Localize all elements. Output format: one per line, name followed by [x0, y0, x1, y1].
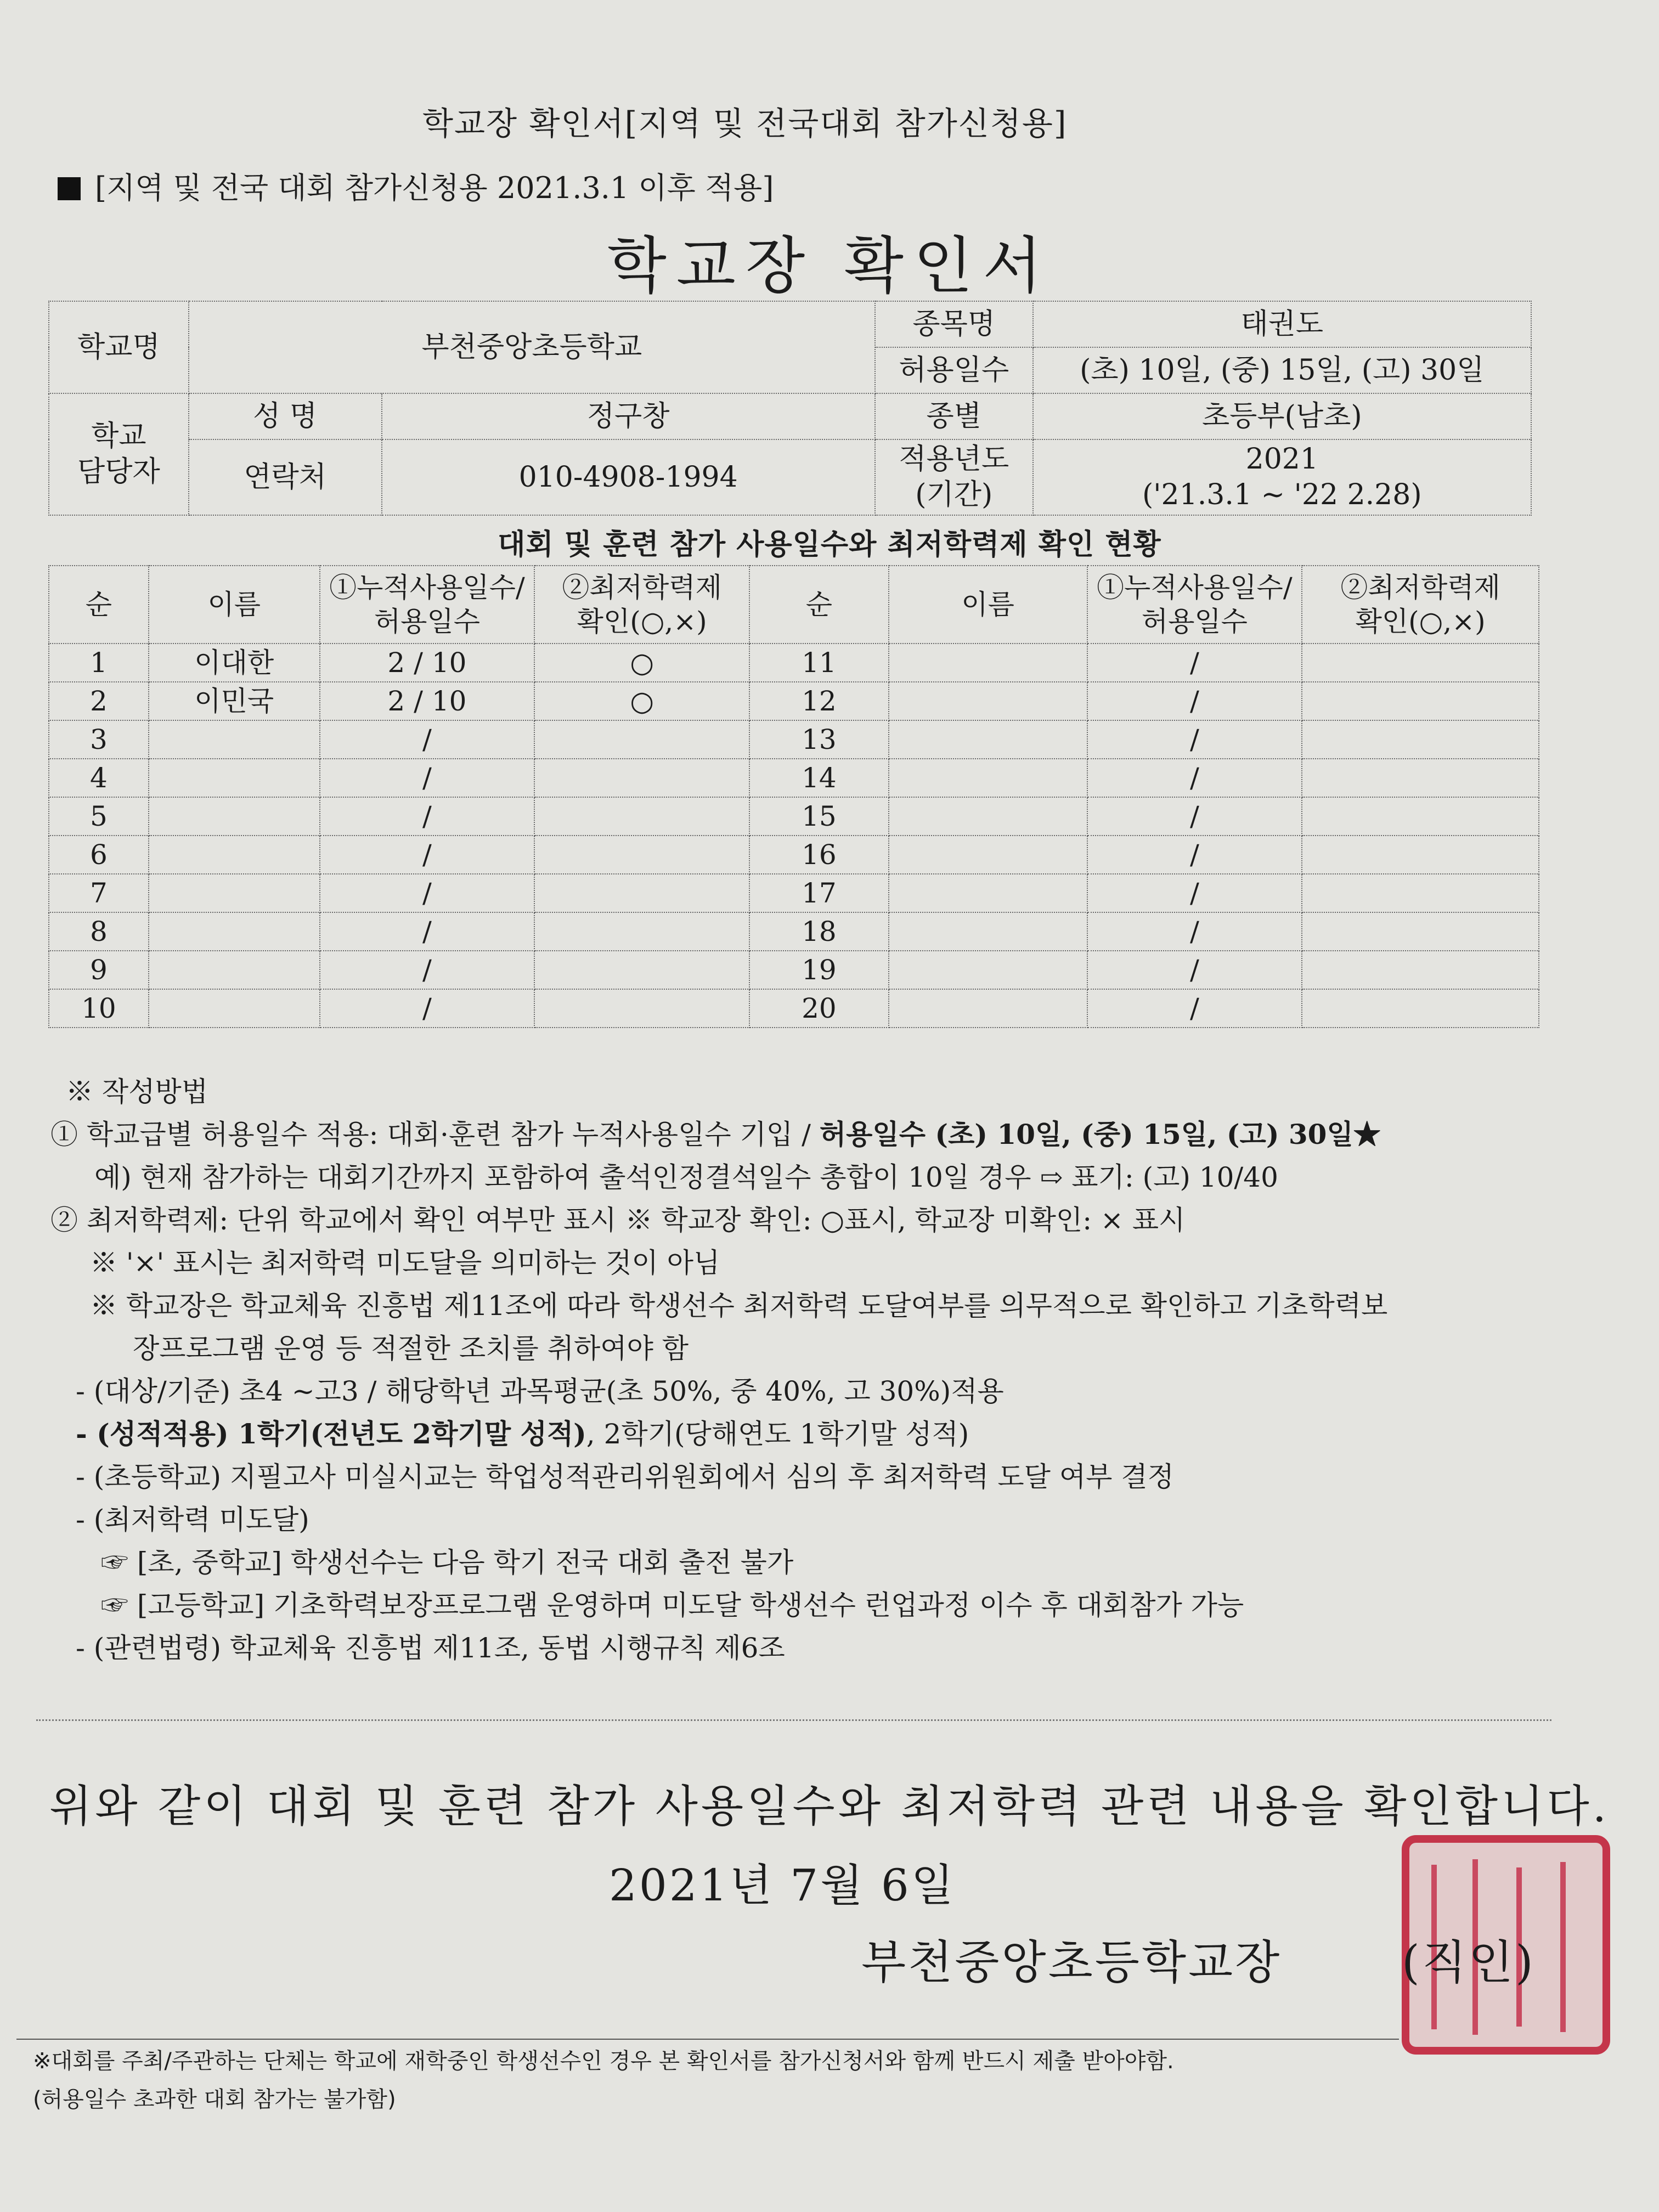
cell-no: 6 [49, 836, 149, 874]
cell-days: / [1087, 682, 1302, 720]
cell-check [1302, 720, 1539, 759]
allowed-days-value: (초) 10일, (중) 15일, (고) 30일 [1033, 347, 1531, 393]
cell-name: 이민국 [149, 682, 320, 720]
cell-days: / [320, 912, 535, 951]
cell-check [1302, 836, 1539, 874]
event-value: 태권도 [1033, 301, 1531, 347]
cell-days: / [1087, 912, 1302, 951]
header-no: 순 [49, 566, 149, 644]
note-2: ② 최저학력제: 단위 학교에서 확인 여부만 표시 ※ 학교장 확인: ○표시, 학교장 미확인: × 표시 [50, 1204, 1186, 1236]
cell-days: / [1087, 989, 1302, 1028]
note-d2-text: , 2학기(당해연도 1학기말 성적) [586, 1418, 969, 1450]
cell-no: 12 [749, 682, 889, 720]
cell-check [1302, 989, 1539, 1028]
cell-days: 2 / 10 [320, 682, 535, 720]
cell-check [1302, 951, 1539, 989]
cell-check [534, 759, 749, 797]
cell-name [889, 951, 1087, 989]
year-label: 적용년도 (기간) [875, 439, 1033, 515]
cell-name [889, 874, 1087, 912]
top-title: 학교장 확인서[지역 및 전국대회 참가신청용] [422, 105, 1068, 142]
cell-days: / [1087, 836, 1302, 874]
table-row [49, 797, 1539, 836]
cell-check [1302, 644, 1539, 682]
cell-no: 3 [49, 720, 149, 759]
cell-name [889, 720, 1087, 759]
cell-name [149, 874, 320, 912]
cell-no: 4 [49, 759, 149, 797]
footnote-1: ※대회를 주최/주관하는 단체는 학교에 재학중인 학생선수인 경우 본 확인서를 참가신청서와 함께 반드시 제출 받아야함. [33, 2049, 1174, 2074]
cell-days: / [1087, 759, 1302, 797]
cell-no: 2 [49, 682, 149, 720]
cell-no: 13 [749, 720, 889, 759]
division-label: 종별 [875, 393, 1033, 439]
cell-no: 9 [49, 951, 149, 989]
cell-days: / [320, 720, 535, 759]
cell-name [149, 951, 320, 989]
cell-no: 11 [749, 644, 889, 682]
allowed-days-label: 허용일수 [875, 347, 1033, 393]
cell-days: / [320, 759, 535, 797]
note-2-a: ※ '×' 표시는 최저학력 미도달을 의미하는 것이 아님 [90, 1247, 720, 1279]
note-1-example: 예) 현재 참가하는 대회기간까지 포함하여 출석인정결석일수 총합이 10일 경우 ⇨ 표기: (고) 10/40 [94, 1161, 1278, 1193]
event-label: 종목명 [875, 301, 1033, 347]
cell-days: / [1087, 797, 1302, 836]
cell-no: 1 [49, 644, 149, 682]
cell-name [149, 912, 320, 951]
cell-no: 16 [749, 836, 889, 874]
roster-table [48, 565, 1539, 1028]
note-d2-bold: - (성적적용) 1학기(전년도 2학기말 성적) [76, 1418, 586, 1450]
note-d4: - (최저학력 미도달) [76, 1504, 309, 1536]
cell-name: 이대한 [149, 644, 320, 682]
division-value: 초등부(남초) [1033, 393, 1531, 439]
note-d4-a: ☞ [초, 중학교] 학생선수는 다음 학기 전국 대회 출전 불가 [101, 1547, 794, 1578]
info-table [48, 301, 1532, 516]
cell-check [534, 836, 749, 874]
principal-name: 부천중앙초등학교장 [861, 1936, 1282, 1989]
cell-name [149, 836, 320, 874]
cell-name [889, 797, 1087, 836]
cell-no: 8 [49, 912, 149, 951]
note-d2 [76, 1412, 969, 1452]
cell-days: / [320, 989, 535, 1028]
cell-no: 20 [749, 989, 889, 1028]
table-row [49, 720, 1539, 759]
cell-check [534, 989, 749, 1028]
cell-name [889, 682, 1087, 720]
table-row [49, 989, 1539, 1028]
subtitle-text: [지역 및 전국 대회 참가신청용 2021.3.1 이후 적용] [95, 171, 774, 205]
cell-name [889, 836, 1087, 874]
contact-label: 연락처 [189, 439, 382, 515]
table-row [49, 874, 1539, 912]
seal-mark: (직인) [1402, 1936, 1536, 1989]
cell-name [889, 912, 1087, 951]
note-d1: - (대상/기준) 초4 ~고3 / 해당학년 과목평균(초 50%, 중 40%, 고 30%)적용 [76, 1375, 1004, 1407]
cell-no: 17 [749, 874, 889, 912]
issue-date: 2021년 7월 6일 [609, 1860, 956, 1911]
cell-check [1302, 874, 1539, 912]
name-label: 성 명 [189, 393, 382, 439]
school-label: 학교명 [49, 301, 189, 393]
cell-check [534, 720, 749, 759]
header-name: 이름 [149, 566, 320, 644]
cell-days: / [320, 951, 535, 989]
header-academic: ②최저학력제 확인(○,×) [1302, 566, 1539, 644]
cell-days: 2 / 10 [320, 644, 535, 682]
header-academic: ②최저학력제 확인(○,×) [534, 566, 749, 644]
cell-name [149, 759, 320, 797]
table-row [49, 836, 1539, 874]
cell-days: / [320, 836, 535, 874]
cell-no: 10 [49, 989, 149, 1028]
note-1-text: ① 학교급별 허용일수 적용: 대회·훈련 참가 누적사용일수 기입 / [50, 1119, 820, 1150]
cell-days: / [320, 874, 535, 912]
table-row [49, 644, 1539, 682]
table-row [49, 682, 1539, 720]
main-title: 학교장 확인서 [607, 230, 1052, 302]
footnote-2: (허용일수 초과한 대회 참가는 불가함) [33, 2087, 396, 2112]
cell-days: / [1087, 644, 1302, 682]
table-row [49, 951, 1539, 989]
roster-header-row [49, 566, 1539, 644]
footer-line [16, 2039, 1399, 2040]
cell-name [889, 989, 1087, 1028]
note-1-bold: 허용일수 (초) 10일, (중) 15일, (고) 30일★ [819, 1118, 1381, 1150]
roster-title: 대회 및 훈련 참가 사용일수와 최저학력제 확인 현황 [498, 528, 1161, 561]
notes-heading: ※ 작성방법 [66, 1076, 208, 1108]
note-2-b2: 장프로그램 운영 등 적절한 조치를 취하여야 함 [133, 1333, 689, 1364]
seal-stroke [1560, 1862, 1566, 2032]
cell-name [889, 644, 1087, 682]
cell-check: ○ [534, 644, 749, 682]
note-d5: - (관련법령) 학교체육 진흥법 제11조, 동법 시행규칙 제6조 [76, 1632, 785, 1664]
note-1 [50, 1113, 1381, 1152]
cell-name [889, 759, 1087, 797]
cell-days: / [1087, 874, 1302, 912]
header-no: 순 [749, 566, 889, 644]
cell-no: 19 [749, 951, 889, 989]
note-2-b1: ※ 학교장은 학교체육 진흥법 제11조에 따라 학생선수 최저학력 도달여부를 의무적으로 확인하고 기초학력보 [90, 1290, 1388, 1322]
cell-no: 18 [749, 912, 889, 951]
cell-check [534, 797, 749, 836]
cell-no: 7 [49, 874, 149, 912]
subtitle [58, 165, 774, 207]
cell-no: 15 [749, 797, 889, 836]
confirmation-text: 위와 같이 대회 및 훈련 참가 사용일수와 최저학력 관련 내용을 확인합니다. [49, 1781, 1610, 1832]
cell-name [149, 720, 320, 759]
manager-label: 학교 담당자 [49, 393, 189, 515]
header-name: 이름 [889, 566, 1087, 644]
cell-name [149, 797, 320, 836]
name-value: 정구창 [382, 393, 875, 439]
header-days: ①누적사용일수/ 허용일수 [320, 566, 535, 644]
square-bullet-icon [58, 177, 81, 200]
cell-check: ○ [534, 682, 749, 720]
school-name: 부천중앙초등학교 [189, 301, 875, 393]
cell-check [534, 874, 749, 912]
cell-check [1302, 797, 1539, 836]
cell-days: / [320, 797, 535, 836]
cell-no: 14 [749, 759, 889, 797]
table-row [49, 759, 1539, 797]
separator [36, 1719, 1551, 1721]
cell-check [1302, 912, 1539, 951]
year-value: 2021 ('21.3.1 ~ '22 2.28) [1033, 439, 1531, 515]
cell-check [1302, 682, 1539, 720]
cell-days: / [1087, 951, 1302, 989]
cell-check [534, 912, 749, 951]
cell-name [149, 989, 320, 1028]
table-row [49, 912, 1539, 951]
cell-check [534, 951, 749, 989]
cell-no: 5 [49, 797, 149, 836]
note-d4-b: ☞ [고등학교] 기초학력보장프로그램 운영하며 미도달 학생선수 런업과정 이수 후 대회참가 가능 [101, 1589, 1244, 1621]
contact-value: 010-4908-1994 [382, 439, 875, 515]
cell-days: / [1087, 720, 1302, 759]
header-days: ①누적사용일수/ 허용일수 [1087, 566, 1302, 644]
cell-check [1302, 759, 1539, 797]
note-d3: - (초등학교) 지필고사 미실시교는 학업성적관리위원회에서 심의 후 최저학력 도달 여부 결정 [76, 1461, 1174, 1493]
